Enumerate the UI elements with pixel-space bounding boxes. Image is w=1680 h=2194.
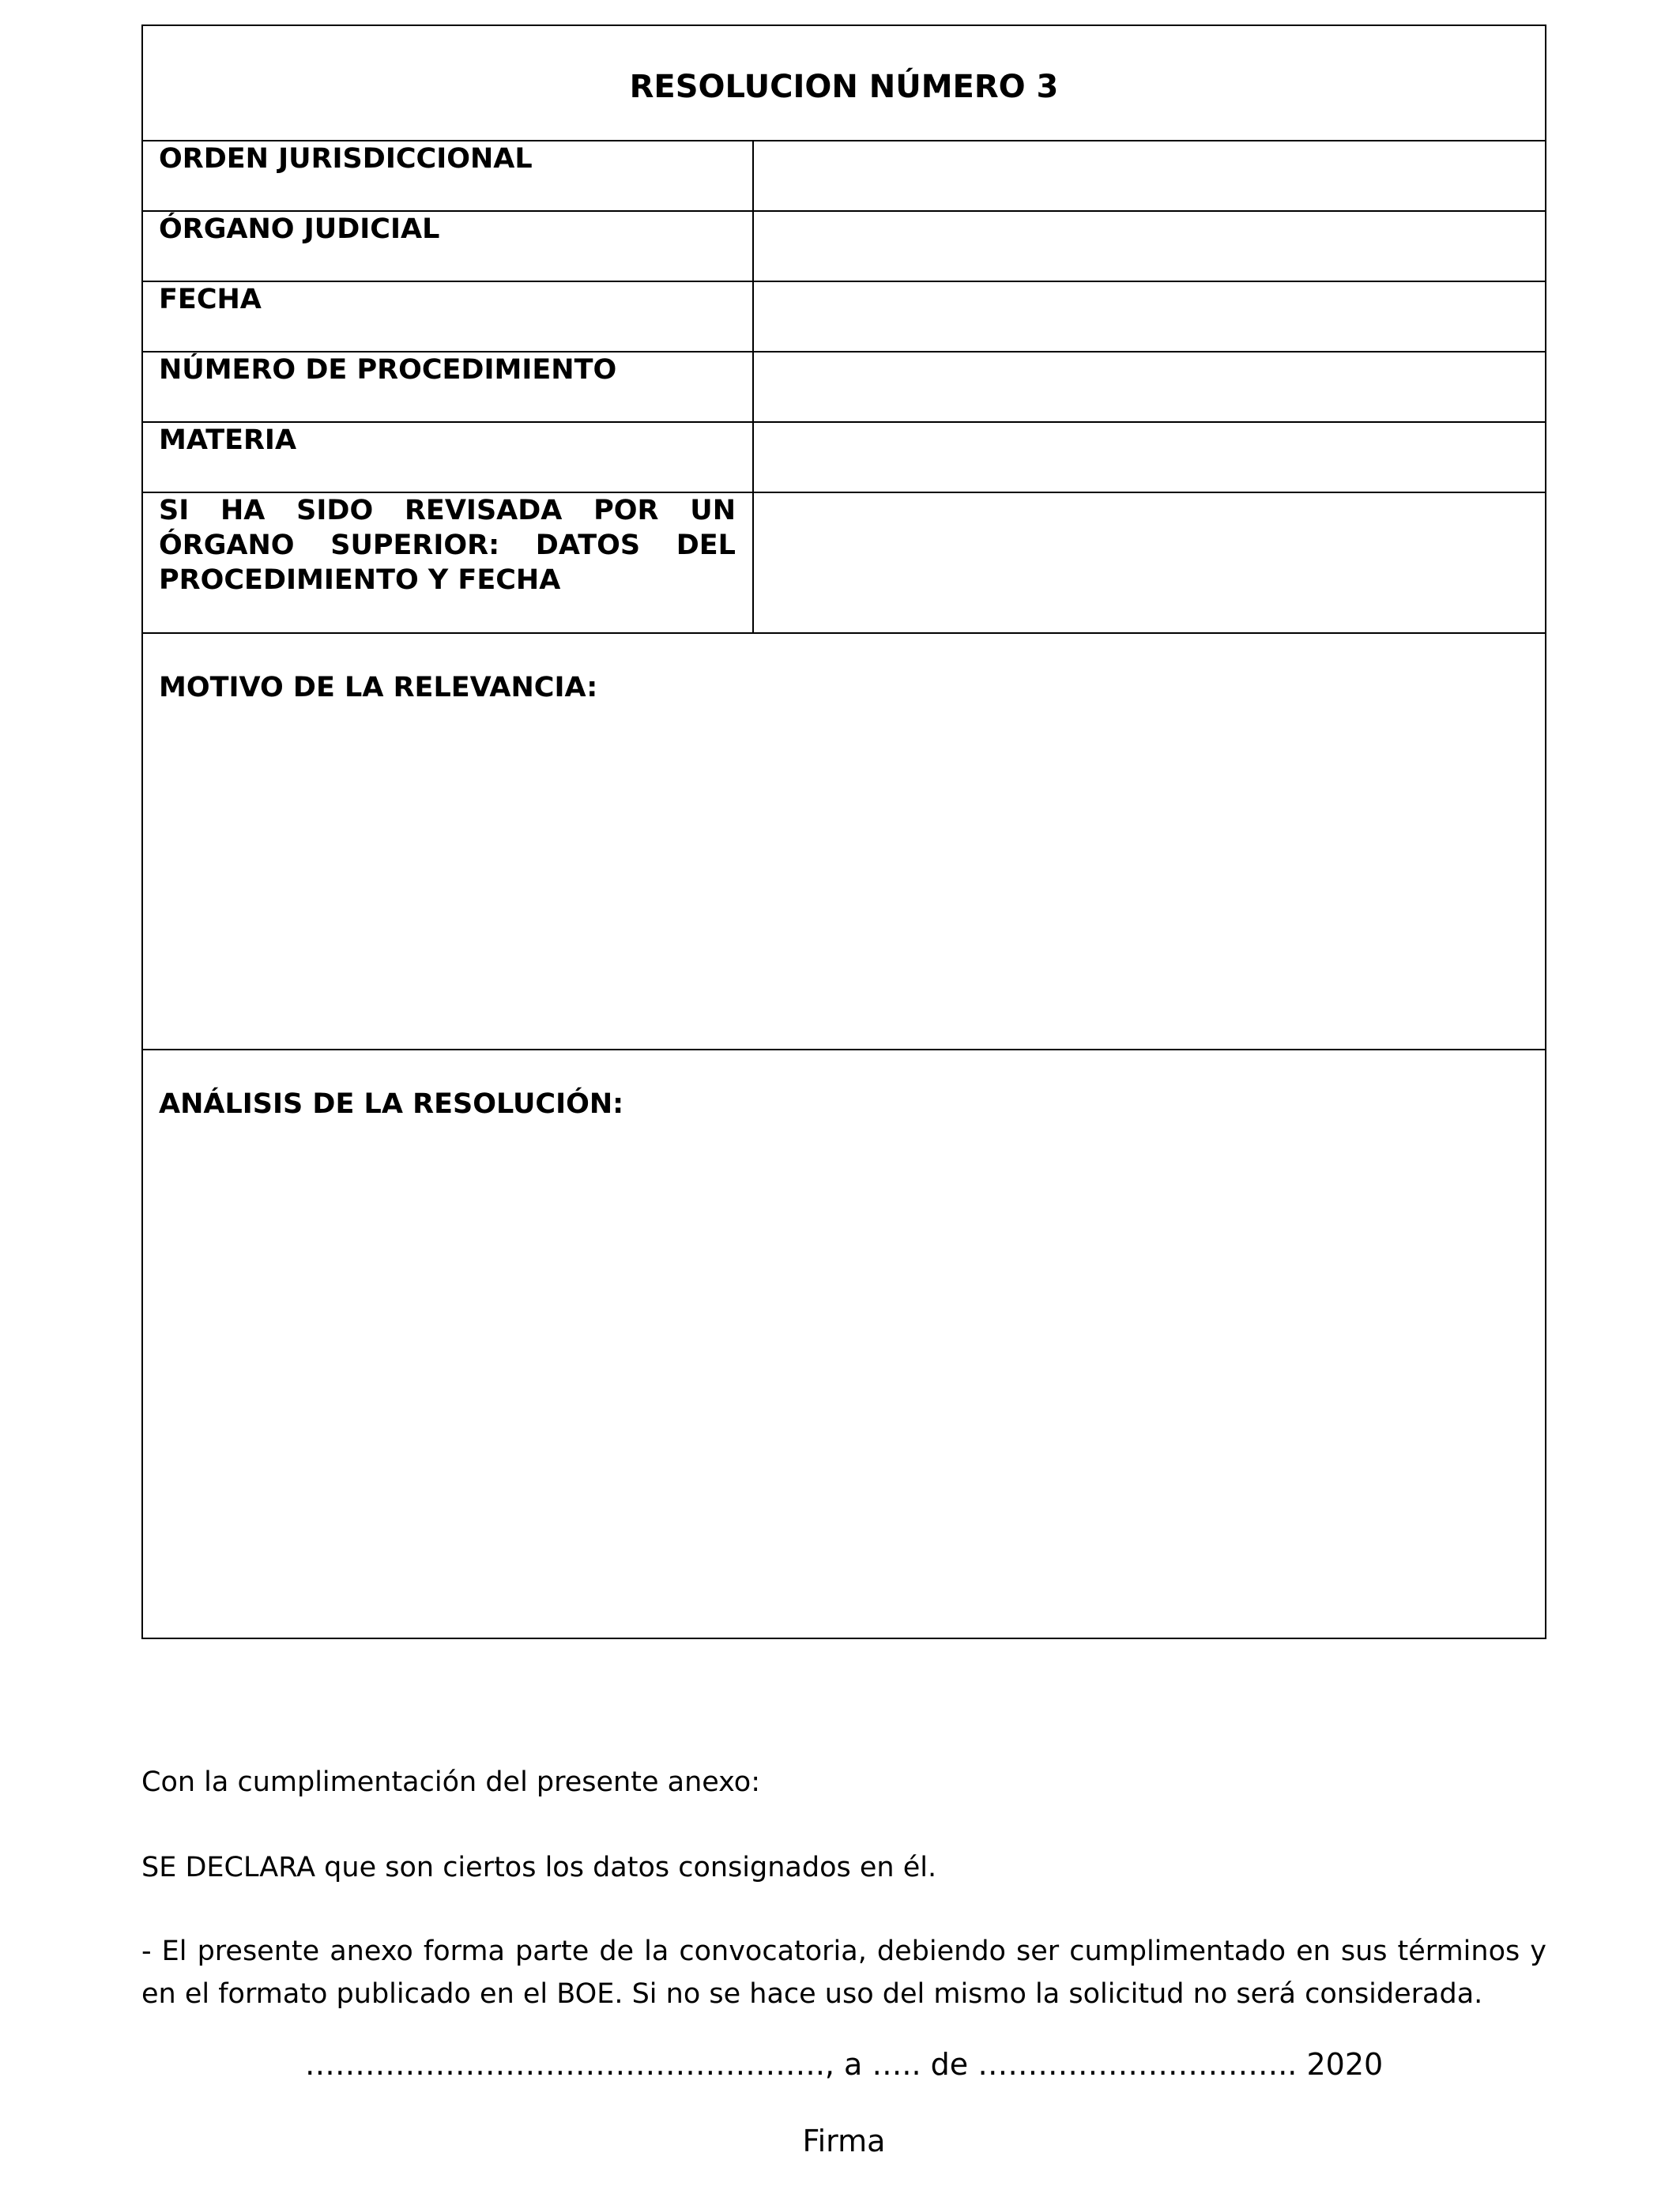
signature-label: Firma: [802, 2124, 886, 2158]
row-label-line: ÓRGANO SUPERIOR: DATOS DEL: [159, 530, 736, 561]
section-label: MOTIVO DE LA RELEVANCIA:: [159, 672, 598, 703]
row-organo-judicial: [143, 212, 1545, 282]
field-revision-organo-superior[interactable]: [752, 493, 1545, 632]
section-motivo-relevancia[interactable]: [143, 634, 1545, 1050]
row-numero-procedimiento: [143, 352, 1545, 423]
footer-declara: SE DECLARA que son ciertos los datos consignados en él.: [141, 1852, 937, 1883]
field-fecha[interactable]: [752, 282, 1545, 351]
footer-nota: - El presente anexo forma parte de la convocatoria, debiendo ser cumplimentado en sus términos y en el formato publicado en el BOE. Si no se hace uso del mismo la solicitud no será considerada.: [141, 1936, 1546, 2010]
section-label: ANÁLISIS DE LA RESOLUCIÓN:: [159, 1088, 624, 1120]
form-title-text: RESOLUCION NÚMERO 3: [629, 69, 1059, 105]
row-label: ÓRGANO JUDICIAL: [159, 213, 440, 245]
form-title: [143, 26, 1545, 141]
row-orden-jurisdiccional: [143, 141, 1545, 212]
footer-intro: Con la cumplimentación del presente anexo:: [141, 1766, 761, 1798]
row-label: MATERIA: [159, 424, 297, 456]
row-label: FECHA: [159, 284, 262, 315]
row-fecha: [143, 282, 1545, 352]
row-label: NÚMERO DE PROCEDIMIENTO: [159, 354, 617, 386]
place-date-line: ……………………………………………., a ….. de ………………………….. 2020: [304, 2047, 1384, 2082]
field-numero-procedimiento[interactable]: [752, 352, 1545, 421]
field-materia[interactable]: [752, 423, 1545, 492]
row-label: ORDEN JURISDICCIONAL: [159, 143, 533, 175]
row-label-multiline: [159, 493, 736, 598]
field-organo-judicial[interactable]: [752, 212, 1545, 281]
row-materia: [143, 423, 1545, 493]
row-label-line: SI HA SIDO REVISADA POR UN: [159, 495, 736, 526]
field-orden-jurisdiccional[interactable]: [752, 141, 1545, 210]
resolution-form-table: [141, 25, 1546, 1639]
row-label-line: PROCEDIMIENTO Y FECHA: [159, 564, 561, 596]
row-revision-organo-superior: [143, 493, 1545, 634]
section-analisis-resolucion[interactable]: [143, 1050, 1545, 1639]
